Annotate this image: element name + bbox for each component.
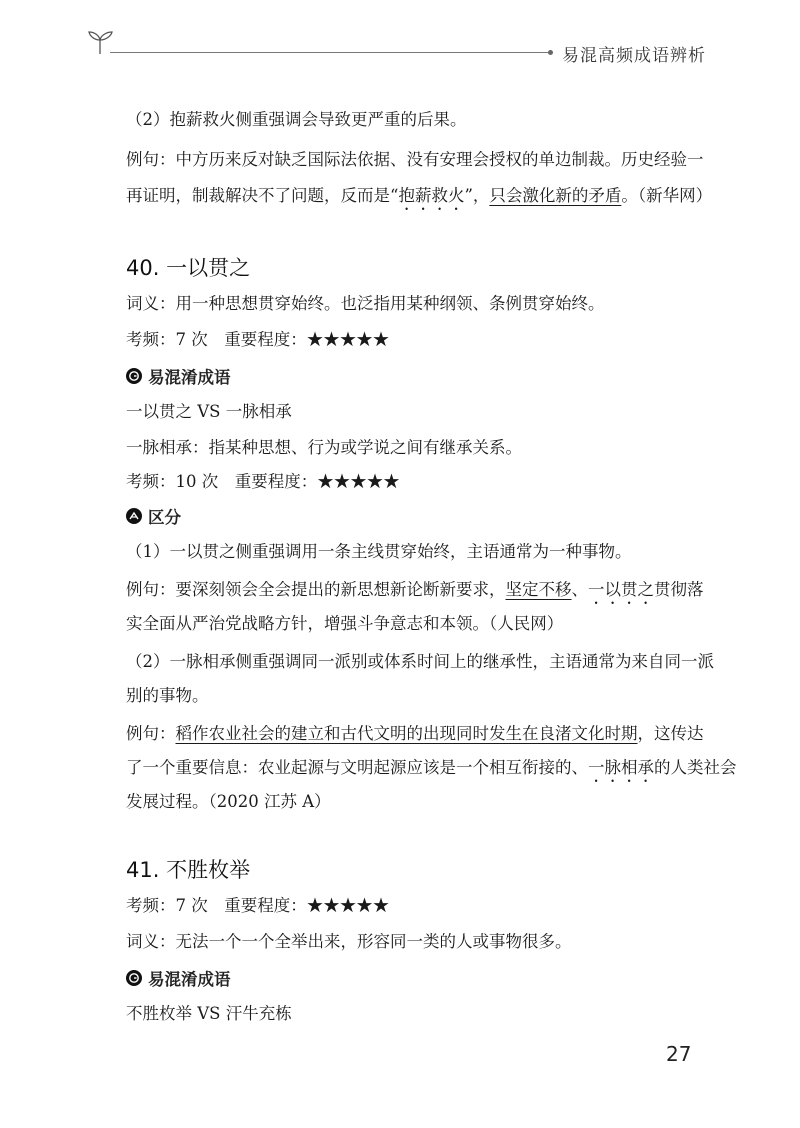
sec40-frequency: 考频：7 次 重要程度：★★★★★ — [126, 330, 390, 349]
running-header — [0, 0, 800, 80]
sec40-alt-frequency: 考频：10 次 重要程度：★★★★★ — [126, 472, 400, 491]
sec40-example2-line-1: 例句：稻作农业社会的建立和古代文明的出现同时发生在良渚文化时期，这传达 — [126, 724, 704, 743]
header-rule — [110, 52, 550, 53]
sec40-example2-line-2: 了一个重要信息：农业起源与文明起源应该是一个相互衔接的、一脉相承的人类社会 — [126, 758, 737, 777]
sec40-pair: 一以贯之 VS 一脉相承 — [126, 402, 292, 421]
sec40-diff-label: 区分 — [148, 508, 181, 527]
sec41-pair: 不胜枚举 VS 汗牛充栋 — [126, 1004, 292, 1023]
header-rule-dot — [548, 50, 553, 55]
underlined-phrase: 坚定不移 — [505, 580, 572, 599]
sec40-alt-meaning: 一脉相承：指某种思想、行为或学说之间有继承关系。 — [126, 438, 522, 457]
sec40-heading: 40. 一以贯之 — [126, 256, 251, 280]
emphasized-idiom: 一以贯之 — [588, 580, 654, 599]
sec40-example1-line-2: 实全面从严治党战略方针，增强斗争意志和本领。（人民网） — [126, 614, 564, 633]
book-title: 易混高频成语辨析 — [562, 46, 706, 66]
emphasized-idiom: 一脉相承 — [588, 758, 654, 777]
underlined-phrase: 稻作农业社会的建立和古代文明的出现同时发生在良渚文化时期 — [175, 724, 638, 743]
confusable-icon — [126, 970, 142, 986]
sec41-confusable-label: 易混淆成语 — [148, 970, 231, 989]
sec40-point-2-line-2: 别的事物。 — [126, 686, 209, 705]
sec40-example1-line-1: 例句：要深刻领会全会提出的新思想新论断新要求，坚定不移、一以贯之贯彻落 — [126, 580, 704, 599]
sec39-example-line-2: 再证明，制裁解决不了问题，反而是“抱薪救火”，只会激化新的矛盾。（新华网） — [126, 186, 713, 205]
sec40-point-2-line-1: （2）一脉相承侧重强调同一派别或体系时间上的继承性，主语通常为来自同一派 — [126, 652, 714, 671]
confusable-icon — [126, 368, 142, 384]
compare-icon — [126, 508, 142, 524]
page-number: 27 — [666, 1042, 692, 1066]
sec40-example2-line-3: 发展过程。（2020 江苏 A） — [126, 792, 331, 811]
sec39-example-line-1: 例句：中方历来反对缺乏国际法依据、没有安理会授权的单边制裁。历史经验一 — [126, 150, 704, 169]
sec40-point-1: （1）一以贯之侧重强调用一条主线贯穿始终，主语通常为一种事物。 — [126, 542, 632, 561]
sec41-heading: 41. 不胜枚举 — [126, 858, 251, 882]
emphasized-idiom: 抱薪救火 — [398, 186, 465, 205]
sec40-confusable-label: 易混淆成语 — [148, 368, 231, 387]
sec41-frequency: 考频：7 次 重要程度：★★★★★ — [126, 896, 390, 915]
sec39-point-2: （2）抱薪救火侧重强调会导致更严重的后果。 — [126, 110, 467, 129]
sec40-meaning: 词义：用一种思想贯穿始终。也泛指用某种纲领、条例贯穿始终。 — [126, 294, 605, 313]
underlined-phrase: 只会激化新的矛盾 — [489, 186, 622, 205]
sec41-meaning: 词义：无法一个一个全举出来，形容同一类的人或事物很多。 — [126, 932, 572, 951]
